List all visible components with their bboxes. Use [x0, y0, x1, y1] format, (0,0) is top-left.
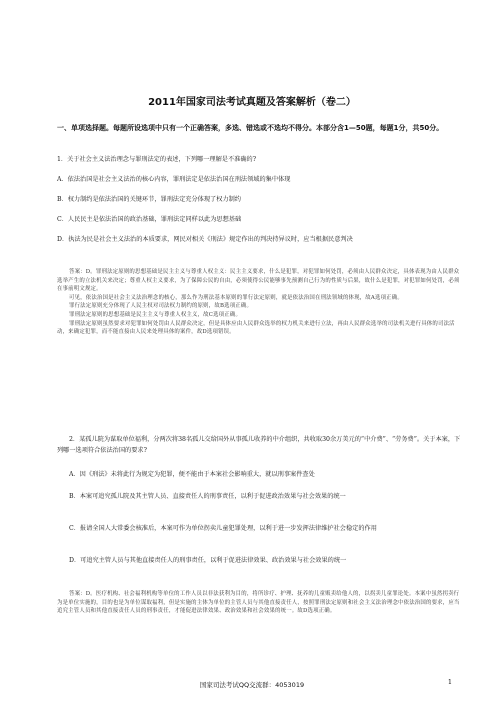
question-1-option-c: C．人民民主是依法治国的政治基础，罪刑法定同样以此为思想基础 [57, 216, 242, 223]
question-2-option-a: A．因《刑法》未将此行为规定为犯罪，便不能由于本案社会影响重大，就以刑事案件查处 [69, 471, 315, 478]
section-heading: 一、单项选择题。每题所设选项中只有一个正确答案，多选、错选或不选均不得分。本部分含1—50题，每题1分，共50分。 [57, 124, 444, 132]
document-title: 2011年国家司法考试真题及答案解析（卷二） [148, 97, 356, 108]
question-1-option-d: D．执法为民是社会主义法治的本质要求，网民对相关《刑法》规定作出的判决持异议时，应当根据民意判决 [57, 236, 353, 243]
answer-paragraph: 答案：D。医疗机构、社会福利机构等单位的工作人员以非法获利为目的，将所诊疗、护理、抚养的儿童贩卖给他人的，以拐卖儿童罪论处。本案中虽然拐卖行为是单位实施的，目的也是为单位谋取福利，但是实施的主体为单位的主管人员与其他直接责任人，按照罪刑法定原则和社会主义法治理念中依法治国的要求，应当追究主管人员和其他直接责任人员的刑事责任，才能促进法律效果、政治效果和社会效果的统一。故D选项正确。 [57, 591, 460, 615]
answer-paragraph: 可见，依法治国是社会主义法治理念的核心，那么作为刑法基本原则的罪行法定原则，就是依法治国在刑法领域的体现，故A选项正确。 [69, 294, 403, 301]
question-2-option-d: D．可追究主管人员与其他直接责任人的刑事责任，以利于促进法律效果、政治效果与社会效果的统一 [69, 557, 347, 564]
question-2-answer [57, 590, 464, 616]
answer-paragraph: 罪行法定原则充分体现了人民主权对司法权力制约的原则，故B选项正确。 [69, 303, 253, 310]
answer-paragraph: 答案：D。罪刑法定原则的思想基础是民主主义与尊重人权主义：民主主义要求，什么是犯罪，对犯罪如何处罚，必须由人民群众决定，具体表现为由人民群众选举产生的立法机关来决定；尊重人权主义要求，为了保障公民的自由，必须使得公民能够事先预测自己行为的性质与后果，故什么是犯罪，对犯罪如何处罚，必须在事前明文规定。 [57, 269, 460, 293]
question-1-answer [57, 268, 464, 337]
question-2-stem: 2．某孤儿院为谋取单位福利，分两次将38名孤儿交给国外从事孤儿收养的中介组织，共收取30余万美元的“中介费”、“劳务费”。关于本案，下列哪一选项符合依法治国的要求? [57, 436, 461, 454]
answer-paragraph: 罪刑法定原则虽然要求对犯罪如何处罚由人民群众决定，但是具体应由人民群众选举的权力机关来进行立法，再由人民群众选举的司法机关进行具体的司法活动，来确定犯罪，而不能直接由人民来处理具体的案件，故D选项错误。 [57, 320, 455, 336]
question-1-option-a: A．依法治国是社会主义法治的核心内容，罪刑法定是依法治国在刑法领域的集中体现 [57, 176, 291, 183]
question-1-stem: 1．关于社会主义法治理念与罪刑法定的表述，下列哪一理解是不准确的? [57, 156, 257, 163]
question-2-option-b: B．本案可追究孤儿院及其主管人员、直接责任人的刑事责任，以利于促进政治效果与社会效果的统一 [69, 493, 346, 500]
footer-text: 国家司法考试QQ交流群：4053019 [199, 681, 305, 689]
question-2-option-c: C．报请全国人大常委会核准后，本案可作为单位拐卖儿童犯罪处理，以利于进一步发挥法律维护社会稳定的作用 [69, 525, 377, 532]
question-1-option-b: B．权力制约是依法治国的关键环节，罪刑法定充分体现了权力制约 [57, 196, 241, 203]
answer-paragraph: 罪刑法定原则的思想基础是民主主义与尊重人权主义，故C选项正确。 [69, 311, 242, 318]
page-number: 1 [447, 678, 452, 686]
